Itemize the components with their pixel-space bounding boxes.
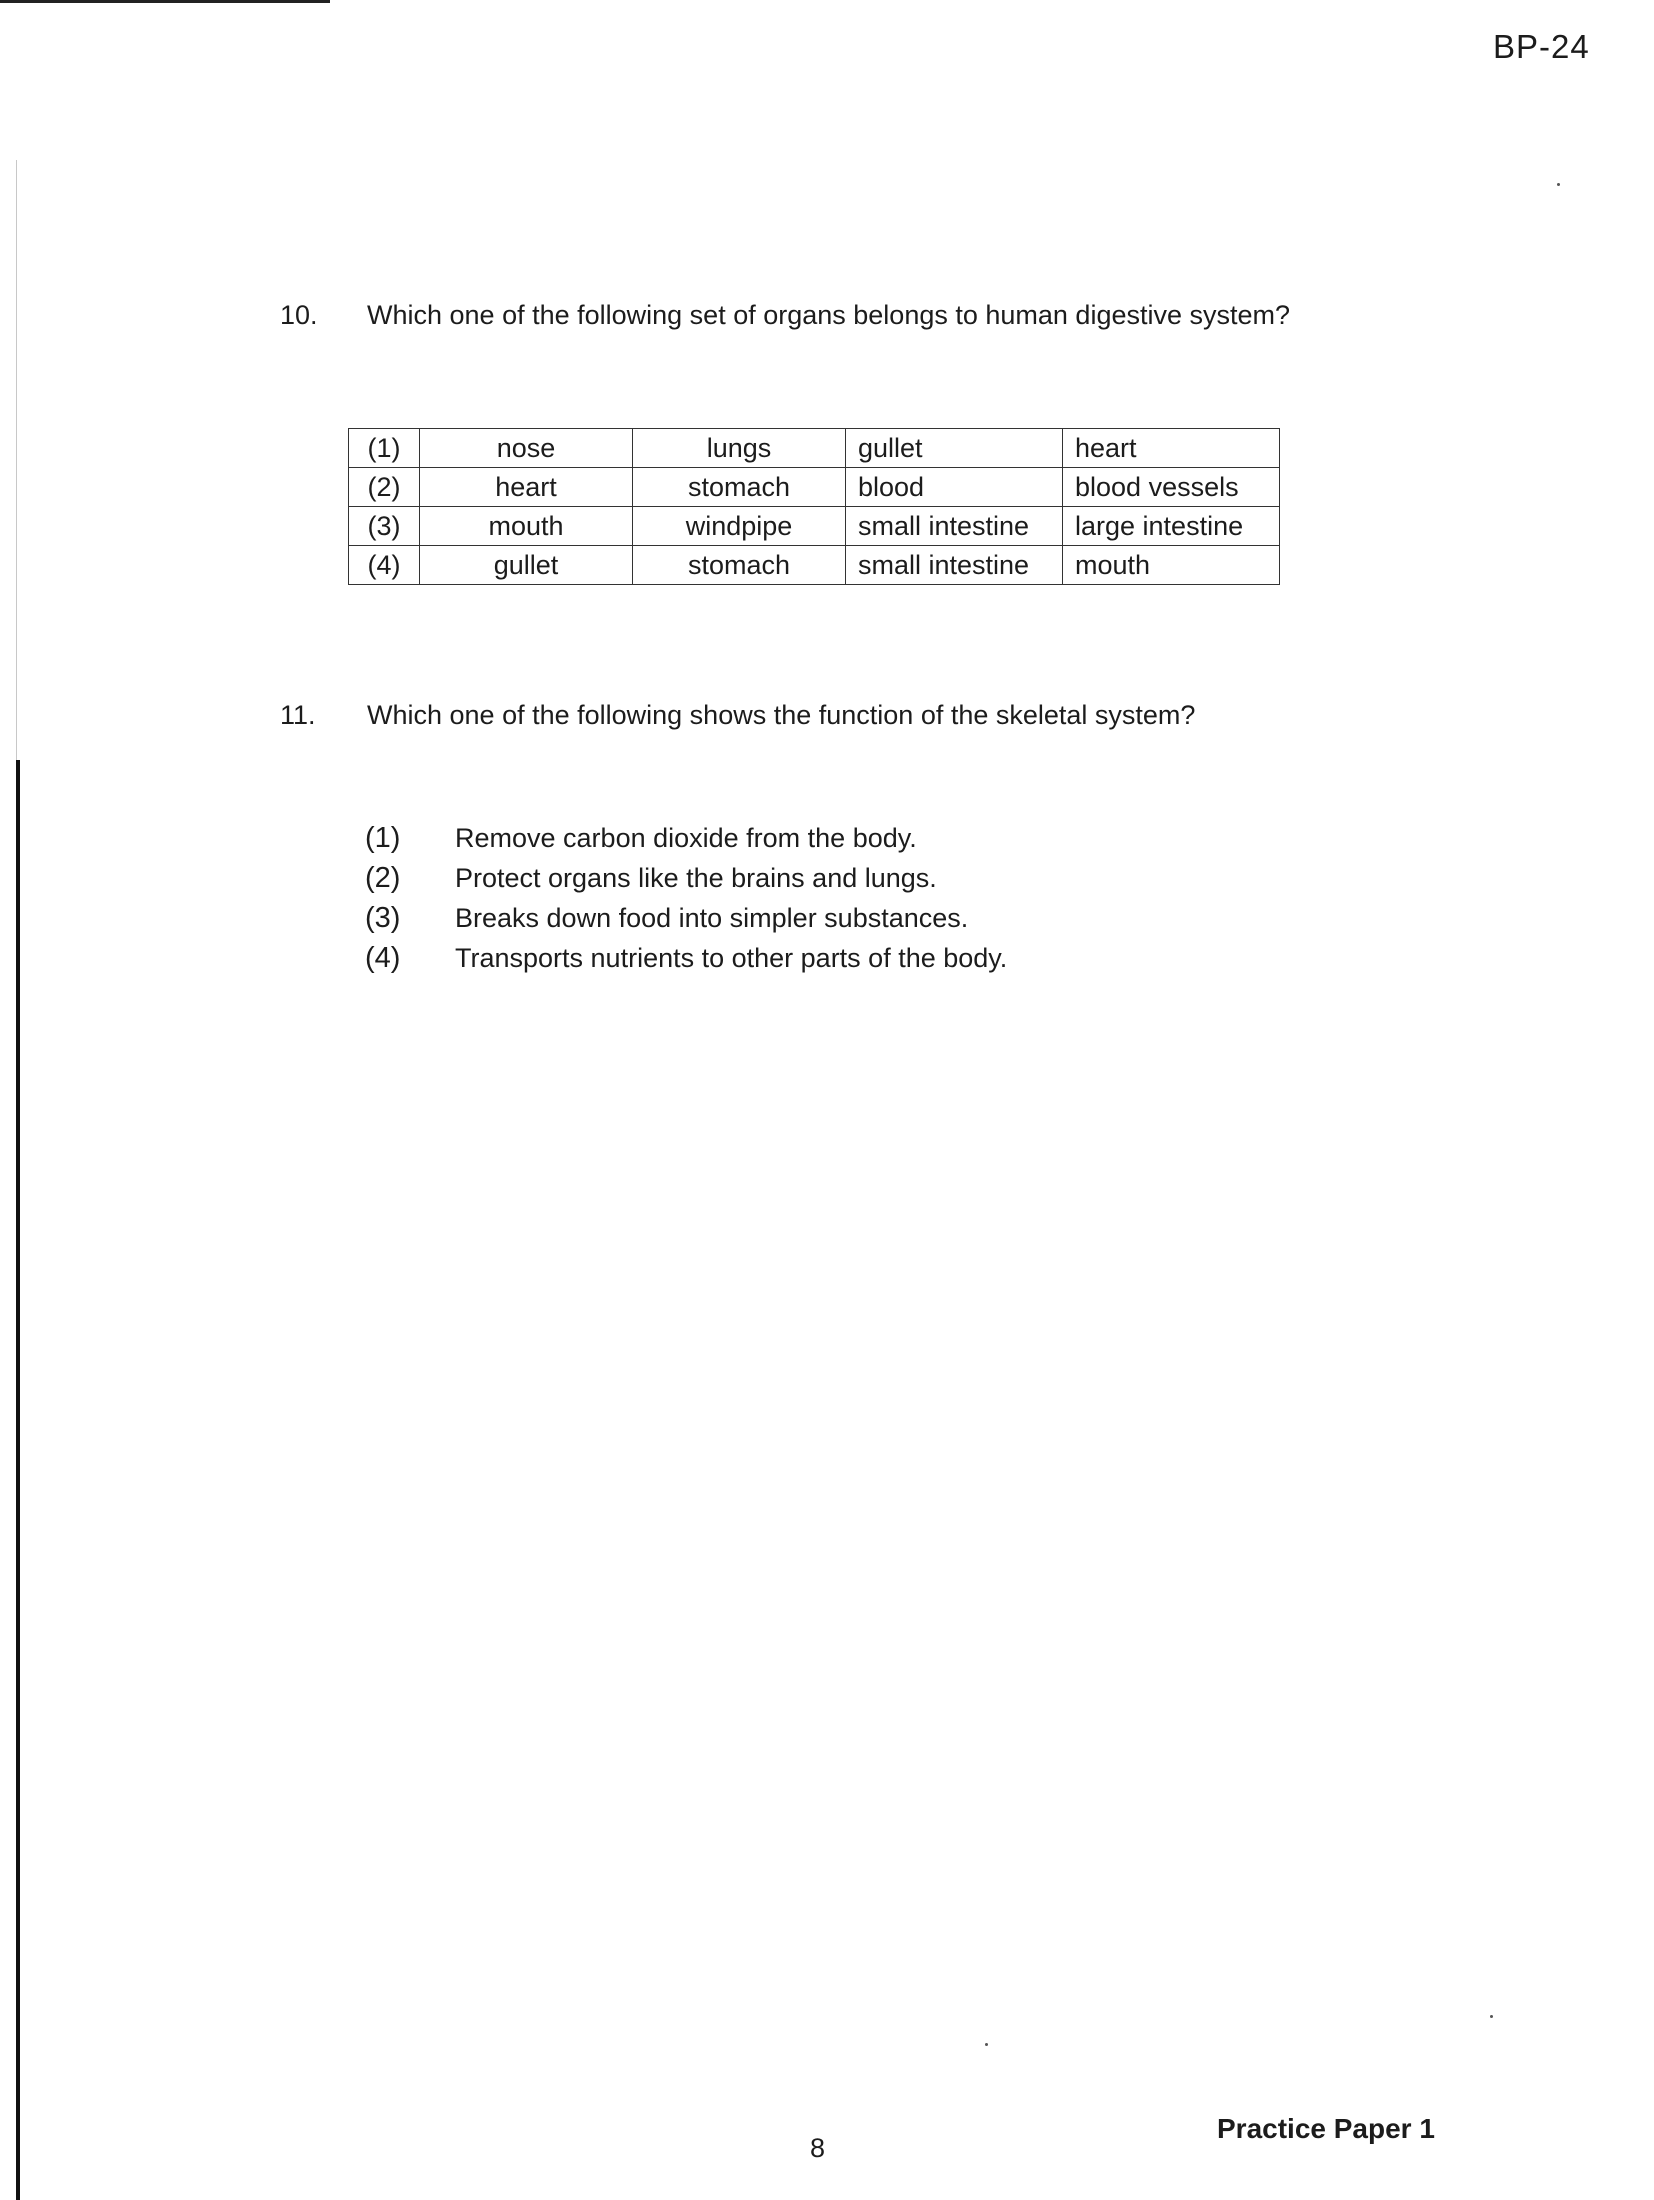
table-row: [349, 468, 1280, 507]
table-cell: blood: [846, 468, 1063, 507]
table-cell: lungs: [633, 429, 846, 468]
table-cell: large intestine: [1063, 507, 1280, 546]
option-text: Breaks down food into simpler substances.: [455, 903, 969, 933]
question-text: Which one of the following shows the function of the skeletal system?: [367, 700, 1196, 730]
table-cell: mouth: [1063, 546, 1280, 585]
table-row: [349, 429, 1280, 468]
option-number: (1): [365, 822, 401, 854]
table-cell: mouth: [420, 507, 633, 546]
question-text: Which one of the following set of organs belongs to human digestive system?: [367, 300, 1291, 330]
scan-speck: [1557, 183, 1560, 186]
table-row: [349, 507, 1280, 546]
organ-options-table: [348, 428, 1280, 585]
option-text: Protect organs like the brains and lungs.: [455, 863, 937, 893]
option-number: (4): [365, 942, 401, 974]
option-number: (3): [365, 902, 401, 934]
scan-speck: [985, 2043, 988, 2046]
table-cell: stomach: [633, 468, 846, 507]
table-cell: heart: [1063, 429, 1280, 468]
option-number: (3): [349, 507, 420, 546]
option-number: (4): [349, 546, 420, 585]
option-text: Remove carbon dioxide from the body.: [455, 823, 917, 853]
question-number: 10.: [280, 300, 318, 330]
option-number: (2): [365, 862, 401, 894]
option-text: Transports nutrients to other parts of the body.: [455, 943, 1008, 973]
table-cell: windpipe: [633, 507, 846, 546]
option-number: (2): [349, 468, 420, 507]
table-cell: gullet: [420, 546, 633, 585]
question-number: 11.: [280, 700, 316, 730]
table-cell: small intestine: [846, 507, 1063, 546]
footer-title: Practice Paper 1: [1217, 2113, 1435, 2144]
table-cell: gullet: [846, 429, 1063, 468]
table-cell: stomach: [633, 546, 846, 585]
table-cell: blood vessels: [1063, 468, 1280, 507]
option-number: (1): [349, 429, 420, 468]
scan-edge-shadow: [16, 760, 20, 2200]
scan-edge-faint: [16, 160, 17, 760]
scan-edge-line: [0, 0, 330, 3]
table-cell: heart: [420, 468, 633, 507]
table-row: [349, 546, 1280, 585]
page-number: 8: [810, 2133, 826, 2163]
table-cell: nose: [420, 429, 633, 468]
page-code: BP-24: [1493, 28, 1590, 65]
table-cell: small intestine: [846, 546, 1063, 585]
scan-speck: [1490, 2015, 1493, 2018]
